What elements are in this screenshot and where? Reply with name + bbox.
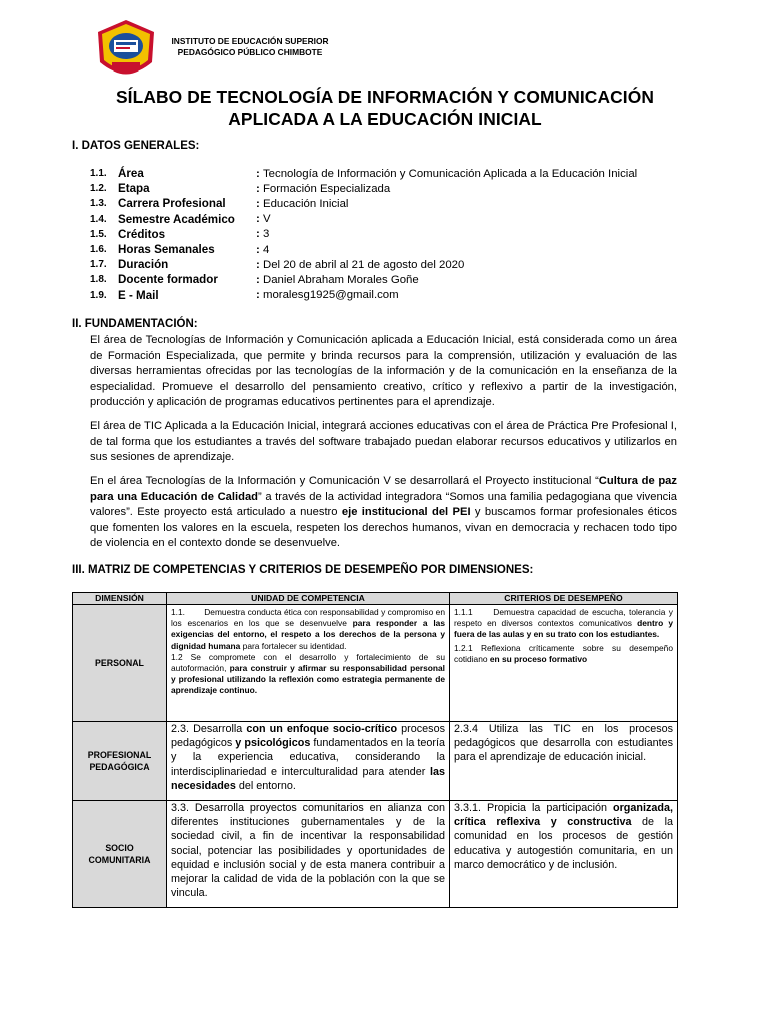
institute-line-1: INSTITUTO DE EDUCACIÓN SUPERIOR [171, 36, 329, 46]
criteria-text: 3.3.1. Propicia la participación [454, 802, 613, 814]
list-item: 1.9. E - Mail : moralesg1925@gmail.com [90, 288, 399, 302]
dimension-line: PEDAGÓGICA [89, 762, 150, 772]
competency-text: fundamentados en la teoría y la experiencia educativa, considerando la interdisciplinariedad e interculturalidad para atender [171, 737, 446, 778]
section-matriz-heading: III. MATRIZ DE COMPETENCIAS Y CRITERIOS DE DESEMPEÑO POR DIMENSIONES: [72, 564, 534, 576]
institute-name [160, 36, 340, 58]
item-number: 1.8. [90, 274, 107, 286]
dimension-cell: PERSONAL [73, 605, 167, 722]
fundamentacion-paragraph-1: El área de Tecnologías de Información y Comunicación aplicada a Educación Inicial, está considerada como un área de Formación Especializada, que permite y brinda recursos para la comprensión, utilización y evaluación de las diversas herramientas ofrecidas por las tecnologías de la información y de la comunicación en la enseñanza de la especialidad. Promueve el desarrollo del pensamiento creativo, crítico y reflexivo a partir de la investigación, producción y aplicación de programas educativos pertinentes para el aprendizaje. [90, 334, 677, 409]
item-number: 1.6. [90, 244, 107, 256]
dimension-cell [73, 722, 167, 801]
title-line-2: APLICADA A LA EDUCACIÓN INICIAL [228, 109, 542, 129]
item-value: Daniel Abraham Morales Goñe [262, 273, 419, 286]
item-number: 1.9. [90, 289, 107, 301]
competency-text: procesos pedagógicos [171, 723, 445, 750]
dimension-line: SOCIO [105, 843, 134, 853]
competency-text: para fortalecer su identidad. [240, 640, 347, 651]
datos-generales-list [90, 166, 690, 303]
criteria-text-bold: organizada, crítica reflexiva y constructiva [454, 802, 673, 829]
criteria-text: 1.2.1 Reflexiona críticamente sobre su desempeño cotidiano [454, 642, 673, 664]
table-header-row [73, 593, 678, 605]
item-value: 3 [262, 228, 270, 241]
fundamentacion-paragraph-2: El área de TIC Aplicada a la Educación Inicial, integrará acciones educativas con el área de Práctica Pre Profesional I, de tal forma que los estudiantes a través del software trabajado puedan elaborar recursos educativos y utilizarlos en sus sesiones de aprendizaje. [90, 420, 677, 464]
list-item: 1.7. Duración : Del 20 de abril al 21 de agosto del 2020 [90, 258, 465, 272]
criteria-number: 1.1.1 [454, 607, 473, 617]
item-number: 1.1. [90, 168, 107, 180]
criteria-text: 2.3.4 Utiliza las TIC en los procesos pedagógicos que desarrolla con estudiantes para el aprendizaje de educación inicial. [454, 723, 673, 764]
criteria-text-bold: en su proceso formativo [489, 653, 588, 664]
paragraph-text: ” a través de la actividad integradora “Somos una familia pedagogiana que vivencia valores”. Este proyecto está articulado a nuestro [90, 490, 677, 519]
list-item: 1.1. Área : Tecnología de Información y Comunicación Aplicada a la Educación Inicial [90, 167, 638, 181]
list-item: 1.2. Etapa : Formación Especializada [90, 182, 391, 196]
list-item: 1.3. Carrera Profesional : Educación Inicial [90, 197, 349, 211]
competency-cell [167, 605, 450, 722]
dimension-cell [73, 801, 167, 908]
competency-text-bold: y psicológicos [235, 737, 311, 750]
list-item: 1.8. Docente formador : Daniel Abraham Morales Goñe [90, 273, 419, 287]
section-datos-generales-heading: I. DATOS GENERALES: [72, 140, 200, 152]
column-header-criterios: CRITERIOS DE DESEMPEÑO [450, 593, 678, 605]
item-number: 1.5. [90, 228, 107, 240]
page-title [40, 86, 730, 130]
item-value: Del 20 de abril al 21 de agosto del 2020 [262, 258, 465, 271]
competency-text-bold: para responder a las exigencias del entorno, el respeto a los derechos de la persona y dignidad humana [171, 618, 445, 651]
item-value: 4 [262, 243, 270, 256]
competency-cell [167, 801, 450, 908]
column-header-dimension: DIMENSIÓN [73, 593, 167, 605]
pei-axis: eje institucional del PEI [341, 506, 471, 519]
criteria-cell [450, 801, 678, 908]
fundamentacion-paragraph-3 [90, 474, 677, 552]
dimension-line: PROFESIONAL [87, 750, 152, 760]
title-line-1: SÍLABO DE TECNOLOGÍA DE INFORMACIÓN Y COMUNICACIÓN [115, 87, 654, 107]
competency-matrix-table [72, 592, 678, 908]
criteria-cell [450, 722, 678, 801]
competency-text: 3.3. Desarrolla proyectos comunitarios en alianza con diferentes instituciones gubernamentales y de la sociedad civil, a fin de incentivar la responsabilidad social, potenciar las posibilidades y oportunidades de equidad e inclusión social y de esta manera contribuir a mejorar la calidad de vida de la población con la que se vincula. [171, 802, 445, 900]
item-label: Horas Semanales [118, 243, 215, 257]
item-label: E - Mail [118, 288, 159, 302]
criteria-cell [450, 605, 678, 722]
competency-text-bold: con un enfoque socio-crítico [246, 723, 398, 735]
column-header-unidad: UNIDAD DE COMPETENCIA [167, 593, 450, 605]
item-number: 1.2. [90, 183, 107, 195]
item-value: V [262, 213, 271, 226]
item-label: Créditos [118, 227, 166, 241]
item-number: 1.3. [90, 198, 107, 210]
table-row [73, 605, 678, 722]
competency-text: Demuestra conducta ética con responsabilidad y compromiso en los escenarios en los que se desenvuelve [171, 607, 445, 629]
competency-text: 1.2 Se compromete con el desarrollo y fortalecimiento de su autoformación, [171, 651, 445, 674]
item-label: Duración [118, 258, 169, 272]
table-row [73, 801, 678, 908]
item-value: Educación Inicial [262, 197, 349, 210]
competency-text: 2.3. Desarrolla [171, 723, 247, 735]
competency-text-bold: para construir y afirmar su responsabilidad personal y profesional utilizando la reflexión como estrategia permanente de aprendizaje continuo. [171, 663, 445, 696]
paragraph-text: En el área Tecnologías de la Información y Comunicación V se desarrollará el Proyecto institucional “ [90, 475, 599, 487]
institute-logo [94, 18, 158, 82]
item-number: 1.4. [90, 213, 107, 225]
list-item: 1.6. Horas Semanales : 4 [90, 243, 270, 257]
email-value[interactable]: moralesg1925@gmail.com [262, 289, 399, 302]
item-label: Semestre Académico [118, 212, 235, 226]
criteria-text-bold: dentro y fuera de las aulas y en su trato con los estudiantes. [454, 618, 673, 640]
item-label: Área [118, 167, 144, 181]
competency-text-bold: las necesidades [171, 765, 445, 792]
project-name: Cultura de paz para una Educación de Calidad [90, 475, 677, 503]
dimension-line: COMUNITARIA [88, 855, 151, 865]
paragraph-text: y buscamos formar profesionales éticos que fomenten los valores en la escuela, respeten los derechos humanos, vivan en democracia y rechacen todo tipo de violencia en el contexto donde se desenvuelve. [90, 506, 677, 550]
item-number: 1.7. [90, 259, 107, 271]
criteria-text: Demuestra capacidad de escucha, tolerancia y respeto en diversos contextos comunicativos [454, 607, 673, 629]
competency-cell [167, 722, 450, 801]
table-row [73, 722, 678, 801]
competency-text: del entorno. [235, 779, 296, 792]
list-item: 1.5. Créditos : 3 [90, 227, 270, 241]
item-value: Formación Especializada [262, 182, 391, 195]
section-fundamentacion-heading: II. FUNDAMENTACIÓN: [72, 318, 198, 330]
list-item: 1.4. Semestre Académico : V [90, 212, 271, 226]
item-label: Etapa [118, 182, 150, 196]
item-label: Docente formador [118, 273, 218, 287]
item-label: Carrera Profesional [118, 197, 226, 211]
institute-line-2: PEDAGÓGICO PÚBLICO CHIMBOTE [177, 47, 323, 57]
criteria-text: de la comunidad en los procesos de gestión educativa y autogestión comunitaria, en un marco democrático y de inclusión. [454, 816, 673, 871]
item-value: Tecnología de Información y Comunicación Aplicada a la Educación Inicial [262, 167, 638, 180]
competency-number: 1.1. [171, 607, 185, 617]
